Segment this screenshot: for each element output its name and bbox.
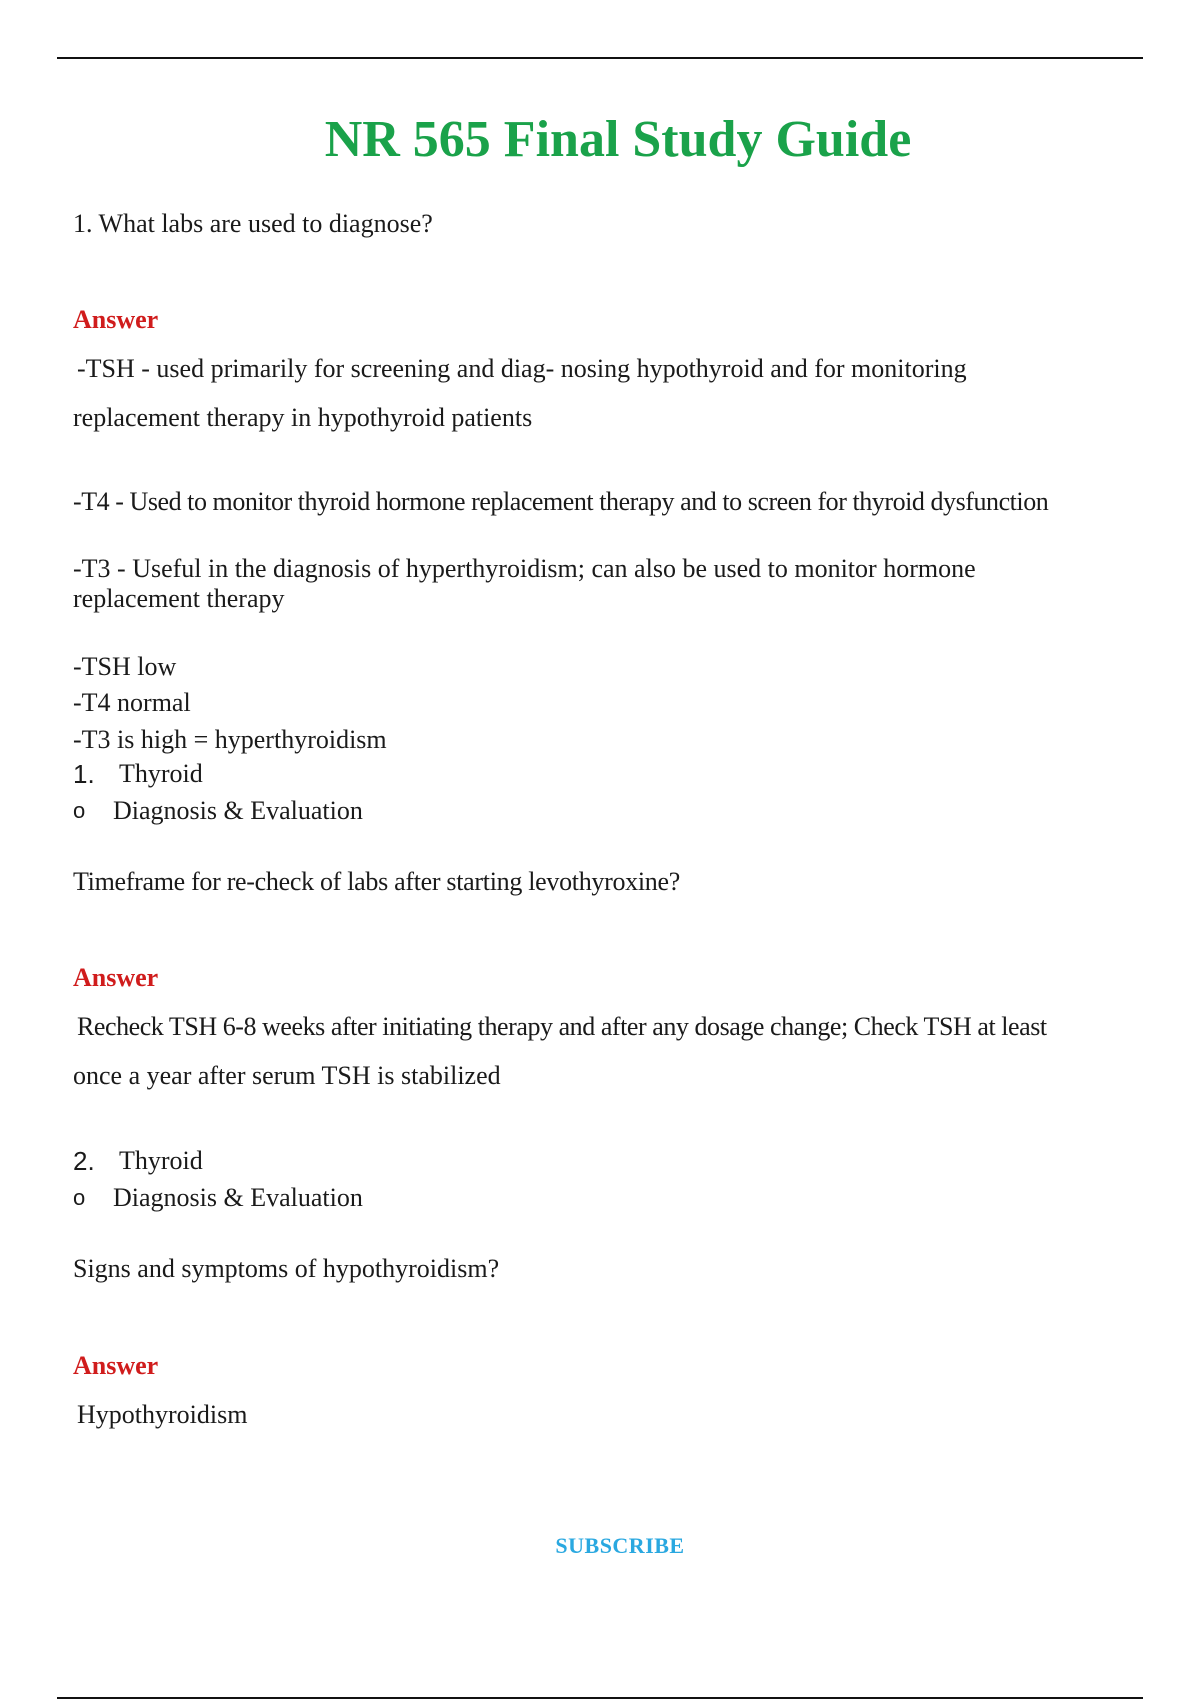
subscribe-link[interactable]: SUBSCRIBE — [555, 1533, 685, 1558]
answer-1-line-3: -T4 - Used to monitor thyroid hormone replacement therapy and to screen for thyroid dysfunction — [73, 487, 1049, 516]
answer-label-3: Answer — [73, 1351, 159, 1380]
topic-1: Thyroid — [119, 759, 203, 788]
answer-1-line-6: -TSH low — [73, 652, 177, 681]
answer-1-line-2: replacement therapy in hypothyroid patients — [73, 403, 533, 432]
subtopic-1: Diagnosis & Evaluation — [113, 796, 363, 825]
top-rule — [57, 57, 1143, 59]
answer-2-line-2: once a year after serum TSH is stabilized — [73, 1061, 501, 1090]
question-1: 1. What labs are used to diagnose? — [73, 209, 433, 238]
answer-2-line-1: Recheck TSH 6-8 weeks after initiating therapy and after any dosage change; Check TSH at least — [77, 1012, 1047, 1041]
bottom-rule — [57, 1697, 1143, 1699]
question-2: Timeframe for re-check of labs after starting levothyroxine? — [73, 867, 680, 896]
bullet-marker-1: o — [73, 798, 86, 823]
answer-1-line-8: -T3 is high = hyperthyroidism — [73, 725, 387, 754]
topic-2: Thyroid — [119, 1146, 203, 1175]
answer-label-1: Answer — [73, 305, 159, 334]
answer-1-line-7: -T4 normal — [73, 688, 191, 717]
answer-1-line-4: -T3 - Useful in the diagnosis of hyperthyroidism; can also be used to monitor hormone — [73, 554, 976, 583]
answer-1-line-5: replacement therapy — [73, 584, 285, 613]
answer-1-line-1: -TSH - used primarily for screening and diag- nosing hypothyroid and for monitoring — [77, 354, 967, 383]
answer-3-line-1: Hypothyroidism — [77, 1400, 248, 1429]
subtopic-2: Diagnosis & Evaluation — [113, 1183, 363, 1212]
document-title: NR 565 Final Study Guide — [324, 111, 912, 168]
list-number-1: 1. — [73, 759, 95, 789]
list-number-2: 2. — [73, 1146, 95, 1176]
question-3: Signs and symptoms of hypothyroidism? — [73, 1254, 500, 1283]
answer-label-2: Answer — [73, 963, 159, 992]
bullet-marker-2: o — [73, 1185, 86, 1210]
